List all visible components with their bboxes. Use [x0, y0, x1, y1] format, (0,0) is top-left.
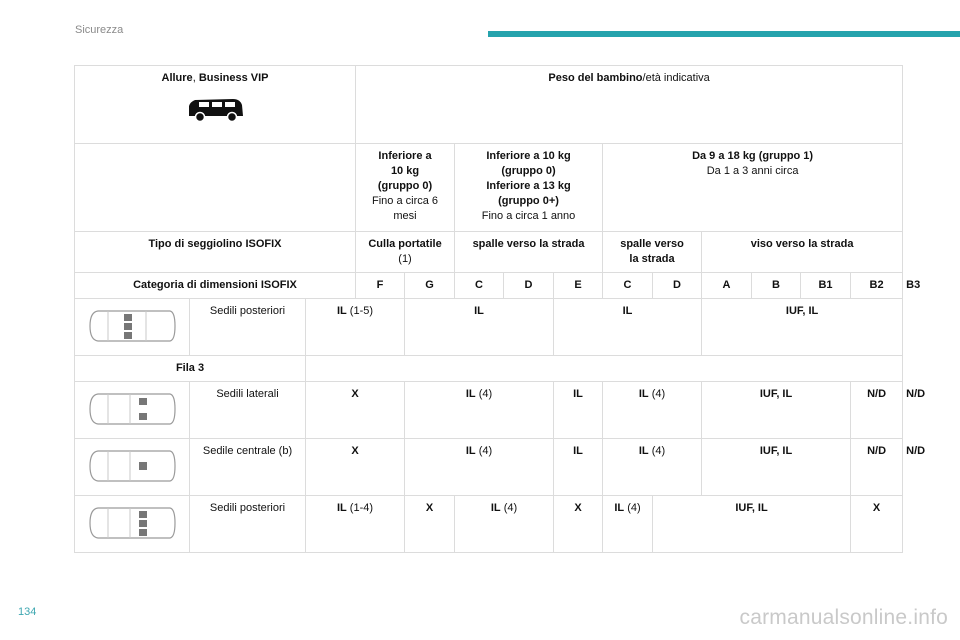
value-note: (1-5) — [346, 305, 374, 317]
rear-seats-label: Sedili posteriori — [190, 299, 306, 356]
seat-diagram-cell — [75, 382, 190, 439]
cradle-cell — [356, 232, 455, 273]
rear-seats-row3-cradle-cell — [306, 496, 405, 553]
rear-seats-row3-c-cell: X — [405, 496, 455, 553]
size-class-a: A — [702, 273, 752, 299]
weight-header-bold: Peso del bambino — [548, 72, 643, 84]
value-bold: IL — [336, 502, 347, 514]
size-class-c-2: C — [603, 273, 653, 299]
fila-3-label: Fila 3 — [75, 356, 306, 382]
value-bold: IL — [465, 445, 476, 457]
group-0-line-1: Inferiore a — [378, 150, 432, 162]
value-note: (4) — [624, 502, 641, 514]
centre-seat-b2-cell: N/D — [851, 439, 903, 496]
group-0-line-2: 10 kg — [390, 165, 420, 177]
side-seats-diagram-icon — [86, 389, 178, 429]
vehicle-versions-cell — [75, 66, 356, 144]
centre-seat-cradle-cell: X — [306, 439, 405, 496]
rear-seats-row3-diagram-icon — [86, 503, 178, 543]
rear-seats-cradle-cell — [306, 299, 405, 356]
value-bold: IL — [336, 305, 347, 317]
group-0plus-line-4: (gruppo 0+) — [498, 195, 559, 207]
rear-seats-row3-label: Sedili posteriori — [190, 496, 306, 553]
size-class-c: C — [455, 273, 504, 299]
header-row-groups — [75, 144, 903, 232]
row-centre-seat: Sedile centrale (b) X IL (4) IL IL (4) IUF, IL N/D N/D — [75, 439, 903, 496]
version-allure: Allure — [161, 72, 193, 84]
section-title: Sicurezza — [75, 24, 124, 36]
row-side-seats: Sedili laterali X IL (4) IL IL (4) IUF, IL N/D N/D — [75, 382, 903, 439]
centre-seat-forward-cell: IUF, IL — [702, 439, 851, 496]
value-bold: IL — [638, 445, 649, 457]
size-class-label: Categoria di dimensioni ISOFIX — [75, 273, 356, 299]
forward-facing-label: viso verso la strada — [702, 232, 903, 273]
size-class-b2: B2 — [851, 273, 903, 299]
value-note: (4) — [500, 502, 518, 514]
seat-type-row — [75, 232, 903, 273]
rear-seats-row3-d-cell — [455, 496, 554, 553]
version-separator: , — [192, 72, 199, 84]
side-seats-forward-cell: IUF, IL — [702, 382, 851, 439]
row-rear-seats-row3 — [75, 496, 903, 553]
rear-seats-row3-d2-cell — [603, 496, 653, 553]
seat-diagram-cell — [75, 299, 190, 356]
group-1-line-2: Da 1 a 3 anni circa — [706, 165, 799, 177]
group-0plus-line-5: Fino a circa 1 anno — [481, 210, 576, 222]
side-seats-rear-facing-mid-cell: IL — [554, 382, 603, 439]
centre-seat-rear-facing-2-cell — [603, 439, 702, 496]
row-fila-3 — [75, 356, 903, 382]
weight-header-rest: /età indicativa — [642, 72, 710, 84]
value-note: (4) — [475, 388, 493, 400]
group-0-line-4: Fino a circa 6 — [372, 195, 439, 207]
group-0-line-5: mesi — [393, 210, 417, 222]
cradle-label: Culla portatile — [368, 238, 442, 250]
group-0plus-line-3: Inferiore a 13 kg — [486, 180, 571, 192]
watermark: carmanualsonline.info — [739, 606, 948, 629]
rear-facing-label: spalle verso la strada — [455, 232, 603, 273]
side-seats-b2-cell: N/D — [851, 382, 903, 439]
value-bold: IL — [614, 502, 625, 514]
size-class-b: B — [752, 273, 801, 299]
seat-diagram-cell — [75, 439, 190, 496]
centre-seat-label: Sedile centrale (b) — [190, 439, 306, 496]
value-note: (4) — [475, 445, 493, 457]
header-row-vehicle — [75, 66, 903, 144]
group-0-small-cell — [356, 144, 455, 232]
group-0plus-line-2: (gruppo 0) — [501, 165, 556, 177]
value-note: (4) — [648, 445, 666, 457]
rear-seats-forward-cell: IUF, IL — [702, 299, 903, 356]
rear-seats-row3-b3-cell: X — [851, 496, 903, 553]
size-class-d-2: D — [653, 273, 702, 299]
rear-seats-diagram-icon — [86, 306, 178, 346]
group-1-cell — [603, 144, 903, 232]
side-seats-rear-facing-2-cell — [603, 382, 702, 439]
rear-facing-2-line-1: spalle verso — [620, 238, 684, 250]
size-class-row: Categoria di dimensioni ISOFIX F G C D E C D A B B1 B2 B3 — [75, 273, 903, 299]
centre-seat-rear-facing-mid-cell: IL — [554, 439, 603, 496]
row-rear-seats-row2 — [75, 299, 903, 356]
isofix-table — [74, 65, 926, 553]
size-class-g: G — [405, 273, 455, 299]
size-class-f: F — [356, 273, 405, 299]
group-0plus-line-1: Inferiore a 10 kg — [486, 150, 571, 162]
side-seats-rear-facing-cell — [405, 382, 554, 439]
fila-3-empty — [306, 356, 903, 382]
page-number: 134 — [18, 606, 37, 618]
size-class-e: E — [554, 273, 603, 299]
rear-facing-cell-2 — [603, 232, 702, 273]
size-class-d: D — [504, 273, 554, 299]
child-weight-header — [356, 66, 903, 144]
value-bold: IL — [638, 388, 649, 400]
rear-seats-row3-c2-cell: X — [554, 496, 603, 553]
group-0-line-3: (gruppo 0) — [377, 180, 433, 192]
version-business-vip: Business VIP — [198, 72, 269, 84]
rear-seats-rear-facing-2-cell: IL — [554, 299, 702, 356]
rear-facing-2-line-2: la strada — [629, 253, 675, 265]
side-seats-cradle-cell: X — [306, 382, 405, 439]
seat-diagram-cell — [75, 496, 190, 553]
value-bold: IL — [465, 388, 476, 400]
size-class-b1: B1 — [801, 273, 851, 299]
centre-seat-diagram-icon — [86, 446, 178, 486]
cradle-note: (1) — [398, 253, 412, 265]
group-1-line-1: Da 9 a 18 kg (gruppo 1) — [692, 150, 814, 162]
rear-seats-rear-facing-cell: IL — [405, 299, 554, 356]
side-seats-label: Sedili laterali — [190, 382, 306, 439]
centre-seat-rear-facing-cell — [405, 439, 554, 496]
value-note: (4) — [648, 388, 666, 400]
groups-empty-cell — [75, 144, 356, 232]
header-accent-bar — [488, 31, 960, 37]
value-bold: IL — [490, 502, 501, 514]
rear-seats-row3-forward-cell: IUF, IL — [653, 496, 851, 553]
van-icon — [185, 96, 245, 122]
value-note: (1-4) — [346, 502, 374, 514]
seat-type-label: Tipo di seggiolino ISOFIX — [75, 232, 356, 273]
group-0plus-cell — [455, 144, 603, 232]
